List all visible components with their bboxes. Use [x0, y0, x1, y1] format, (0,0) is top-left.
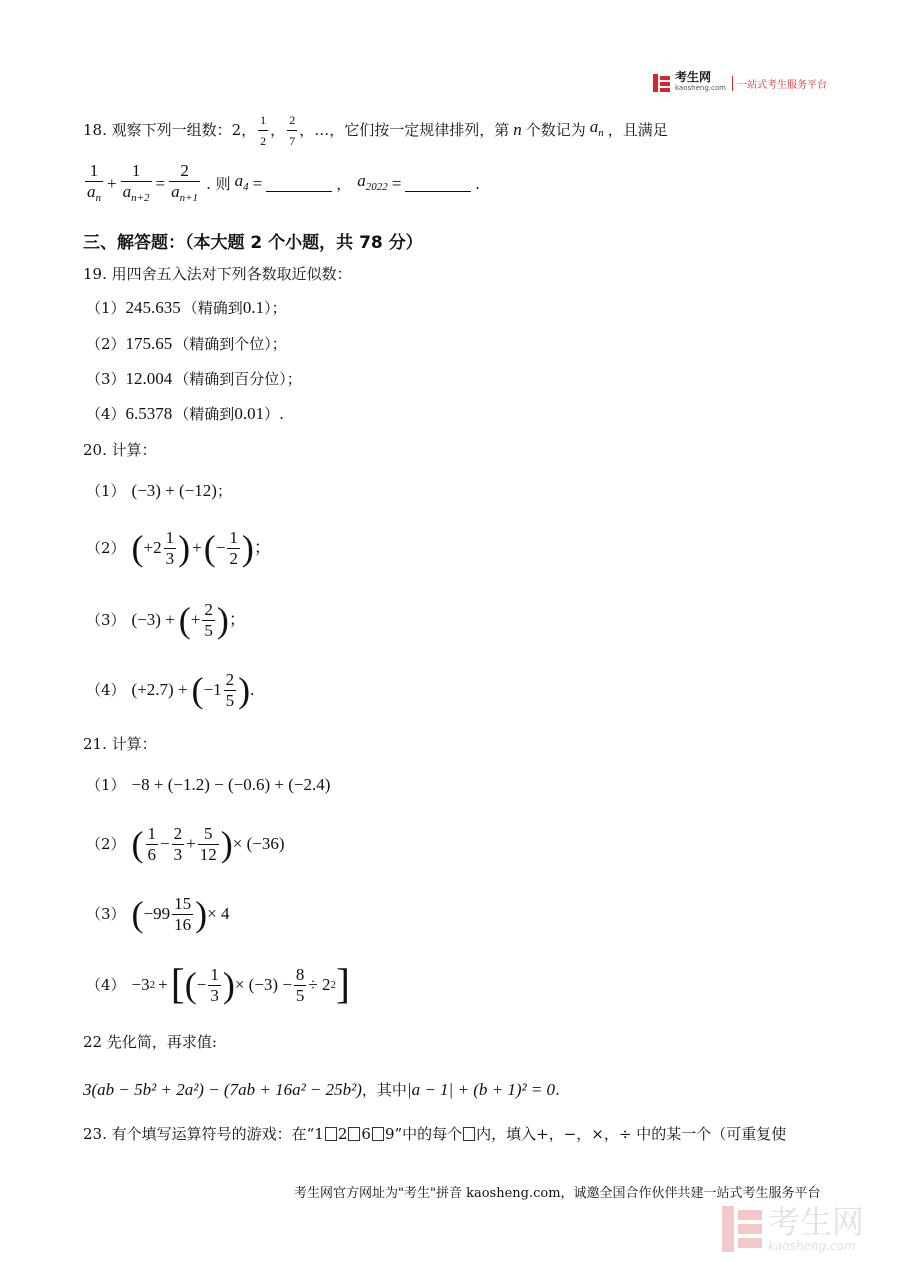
- q20-label-2: （2）: [86, 539, 126, 557]
- q20-e3-num: 2: [204, 599, 213, 619]
- eq-frac1-a: a: [87, 181, 96, 201]
- q22-expr-line: [83, 1076, 560, 1104]
- q21-e2-d2: 3: [173, 844, 183, 864]
- eq-frac3-num: 2: [169, 161, 200, 182]
- q21-e3-whole: −99: [143, 904, 171, 923]
- q20-e2-frac: [164, 528, 177, 569]
- q19-label-4: （4）: [86, 405, 126, 423]
- watermark-en: kaosheng.com: [768, 1239, 856, 1253]
- q21-item-1: [86, 772, 330, 798]
- q21-e4-frac2: [294, 965, 307, 1006]
- kaosheng-logo-icon: [652, 73, 672, 93]
- q21-e4-exp: 2: [149, 979, 156, 991]
- q18-frac1-num: 1: [258, 110, 268, 131]
- q18-line2: $\frac{1}{a_n}$ + $\frac{1}{a_{n+2}}$ = $\frac{2}{a_{n+1}}$ . 则 $a_4$ = ， $a_{2022}$ = .: [83, 160, 480, 208]
- eq-frac1-sub: n: [95, 191, 101, 204]
- q20-label-1: （1）: [86, 482, 126, 500]
- q21-e4-n2: 8: [295, 964, 305, 984]
- q19-num-1: 245.635: [125, 298, 181, 317]
- q19-end-4: ）.: [264, 405, 284, 423]
- q19-num-4: 6.5378: [125, 404, 173, 423]
- q21-label-4: （4）: [86, 976, 126, 994]
- q18-a4-sub: 4: [243, 181, 249, 193]
- q18-blank-a4[interactable]: [266, 177, 332, 192]
- q19-title: 19. 用四舍五入法对下列各数取近似数：: [83, 265, 352, 283]
- eq-frac3-sub: n+1: [179, 191, 199, 204]
- q21-label-1: （1）: [86, 776, 126, 794]
- q21-e2-n1: 1: [147, 823, 157, 843]
- q20-label-3: （3）: [86, 611, 126, 629]
- logo-sub: kaosheng.com: [675, 84, 726, 92]
- q21-e3-num: 15: [174, 893, 192, 913]
- q18-text-d: ，且满足: [607, 121, 668, 139]
- watermark-cn: 考生网: [768, 1203, 865, 1241]
- q21-e4-div: ÷ 2: [308, 975, 331, 994]
- q23-text-a: 23. 有个填写运算符号的游戏：在“1: [83, 1125, 324, 1143]
- q21-e4-mid: × (−3) −: [234, 975, 292, 994]
- q21-label-3: （3）: [86, 905, 126, 923]
- eq-frac2-num: 1: [121, 161, 152, 182]
- q19-label-1: （1）: [86, 299, 126, 317]
- q21-item-4: （4） −3 2 + [ ( − $\frac{1}{3}$ ) × (−3) − $\frac{8}{5}$ ÷ 2 2 ]: [86, 962, 351, 1008]
- q22-cond: |a − 1| + (b + 1)² = 0: [406, 1080, 556, 1099]
- q18-text-c: 个数记为: [525, 121, 586, 139]
- q23-text-c: 内，填入+，−，×，÷ 中的某一个（可重复使: [476, 1125, 787, 1143]
- q19-end-1: ）；: [264, 299, 287, 317]
- footer-text: 考生网官方网址为"考生"拼音 kaosheng.com，诚邀全国合作伙伴共建一站式考生服务平台: [294, 1186, 821, 1201]
- q21-e4-d2: 5: [295, 985, 305, 1005]
- q20-e2-frac2: [227, 528, 240, 569]
- q21-e2-frac2: [172, 824, 185, 865]
- q18-eq-frac1: [85, 161, 103, 208]
- logo-slogan: 一站式考生服务平台: [732, 76, 827, 91]
- q21-e2-n2: 2: [173, 823, 183, 843]
- q18-blank-a2022[interactable]: [405, 177, 471, 192]
- q19-num-2: 175.65: [125, 334, 173, 353]
- q20-expr-1-end: ；: [216, 482, 232, 500]
- q20-e2-num: 1: [165, 527, 175, 547]
- q23-text-b: ”中的每个: [394, 1125, 463, 1143]
- q19-prec-1: 0.1: [242, 298, 265, 317]
- q20-title: 20. 计算：: [83, 441, 157, 459]
- q21-e2-n3: 5: [198, 824, 219, 845]
- q20-item-3: （3） (−3) + ( + $\frac{2}{5}$ ) ；: [86, 599, 246, 640]
- q18-frac-2: [287, 110, 297, 151]
- q21-item-2: （2） ( $\frac{1}{6}$ − $\frac{2}{3}$ + $\frac{5}{12}$ ) × (−36): [86, 823, 285, 864]
- q21-item-3: （3） ( −99 $\frac{15}{16}$ ) × 4: [86, 893, 230, 934]
- q23-d2: 2: [337, 1125, 348, 1143]
- q20-label-4: （4）: [86, 681, 126, 699]
- q19-item-2: [86, 334, 287, 354]
- q18-frac2-den: 7: [289, 133, 296, 148]
- q18-a2022-sub: 2022: [365, 181, 388, 193]
- q20-e3-den: 5: [204, 620, 213, 640]
- q18-eq-frac3: [169, 161, 200, 208]
- q22-end: .: [555, 1081, 560, 1099]
- q21-label-2: （2）: [86, 835, 126, 853]
- q19-note-1: （精确到: [182, 299, 243, 317]
- q18-a: a: [589, 117, 599, 136]
- q21-e4-head: −3: [131, 975, 150, 994]
- q21-e4-exp2: 2: [330, 979, 337, 991]
- logo-text: 考生网: [675, 70, 712, 84]
- q21-e2-frac1: [146, 824, 159, 865]
- q18-frac-1: [258, 110, 268, 151]
- q22-cond-text: ，其中: [361, 1081, 407, 1099]
- eq-frac1-num: 1: [85, 161, 103, 182]
- q23-box-3: [372, 1127, 384, 1141]
- q19-prec-4: 0.01: [234, 404, 265, 423]
- watermark-logo-icon: [720, 1204, 764, 1254]
- q21-e4-d1: 3: [210, 985, 219, 1005]
- q20-e4-a: (+2.7) +: [131, 680, 188, 699]
- q18-eq-frac2: [121, 161, 152, 208]
- q18-frac1-den: 2: [260, 133, 267, 148]
- q18-line1: 18. 观察下列一组数：2， $\frac{1}{2}$ ， $\frac{2}{7}$ ，…，它们按一定规律排列，第 n 个数记为 $a_n$ ，且满足: [83, 110, 668, 150]
- q21-e3-frac: [172, 894, 193, 935]
- q20-e4-num: 2: [225, 669, 235, 689]
- q23-d4: 9: [384, 1125, 395, 1143]
- q18-sub-n: n: [598, 127, 604, 139]
- q18-then: . 则: [206, 175, 231, 193]
- q21-e4-n1: 1: [210, 964, 219, 984]
- q23-box-1: [325, 1127, 337, 1141]
- q21-e2-d1: 6: [147, 844, 157, 864]
- q19-label-2: （2）: [86, 335, 126, 353]
- q21-e2-frac3: [198, 824, 219, 865]
- q23-box-2: [348, 1127, 360, 1141]
- q18-frac2-num: 2: [287, 110, 297, 131]
- q19-item-1: [86, 298, 287, 318]
- q20-e2-den: 3: [165, 548, 175, 568]
- q23-d3: 6: [361, 1125, 371, 1143]
- q19-note-4: （精确到: [174, 405, 235, 423]
- q19-label-3: （3）: [86, 370, 126, 388]
- q21-e2-d3: 12: [199, 844, 217, 864]
- q18-a4: a: [234, 171, 244, 190]
- footer-watermark: [720, 1204, 864, 1254]
- q18-text-b: ，…，它们按一定规律排列，第: [299, 121, 510, 139]
- q20-item-2: （2） ( +2 $\frac{1}{3}$ ) + ( − $\frac{1}{2}$ ) ；: [86, 527, 271, 568]
- q21-expr-1: −8 + (−1.2) − (−0.6) + (−2.4): [131, 775, 331, 794]
- q19-item-3: [86, 369, 302, 389]
- q23-box-ref: [463, 1127, 475, 1141]
- q20-e2-num2: 1: [229, 527, 238, 547]
- q21-e4-frac1: [208, 965, 221, 1006]
- q20-e3-frac: [202, 600, 215, 641]
- q20-expr-1: (−3) + (−12): [131, 481, 217, 500]
- q21-e3-den: 16: [174, 914, 192, 934]
- q20-e2-whole: +2: [143, 538, 162, 557]
- q19-num-3: 12.004: [125, 369, 173, 388]
- q20-e3-a: (−3) +: [131, 610, 175, 629]
- header-logo: [652, 72, 827, 94]
- q22-title: 22 先化简，再求值:: [83, 1033, 217, 1051]
- eq-frac2-sub: n+2: [131, 191, 150, 204]
- q21-title: 21. 计算：: [83, 735, 157, 753]
- eq-frac2-a: a: [122, 181, 132, 201]
- q19-note-3: （精确到百分位）；: [174, 370, 302, 388]
- q19-item-4: [86, 404, 284, 424]
- q20-e4-whole: −1: [203, 680, 222, 699]
- q20-e2-neg: −: [215, 538, 226, 557]
- q19-note-2: （精确到个位）；: [174, 335, 287, 353]
- section3-heading: 三、解答题：（本大题 2 个小题，共 78 分）: [83, 233, 423, 253]
- q20-item-4: （4） (+2.7) + ( −1 $\frac{2}{5}$ ) .: [86, 669, 255, 710]
- q21-e3-tail: × 4: [207, 904, 230, 923]
- q20-e2-den2: 2: [229, 548, 238, 568]
- q20-e4-frac: [224, 670, 237, 711]
- q18-text-a: 18. 观察下列一组数：2，: [83, 121, 257, 139]
- eq-frac3-a: a: [171, 181, 180, 201]
- q23-line: [83, 1124, 786, 1144]
- q20-item-1: [86, 478, 232, 504]
- q21-e2-tail: × (−36): [232, 834, 285, 853]
- q18-a2022: a: [357, 171, 366, 190]
- q20-e3-sign: +: [190, 610, 201, 629]
- q18-n: n: [513, 120, 522, 139]
- q20-e4-den: 5: [225, 690, 235, 710]
- q22-expr: 3(ab − 5b² + 2a²) − (7ab + 16a² − 25b²): [83, 1080, 362, 1099]
